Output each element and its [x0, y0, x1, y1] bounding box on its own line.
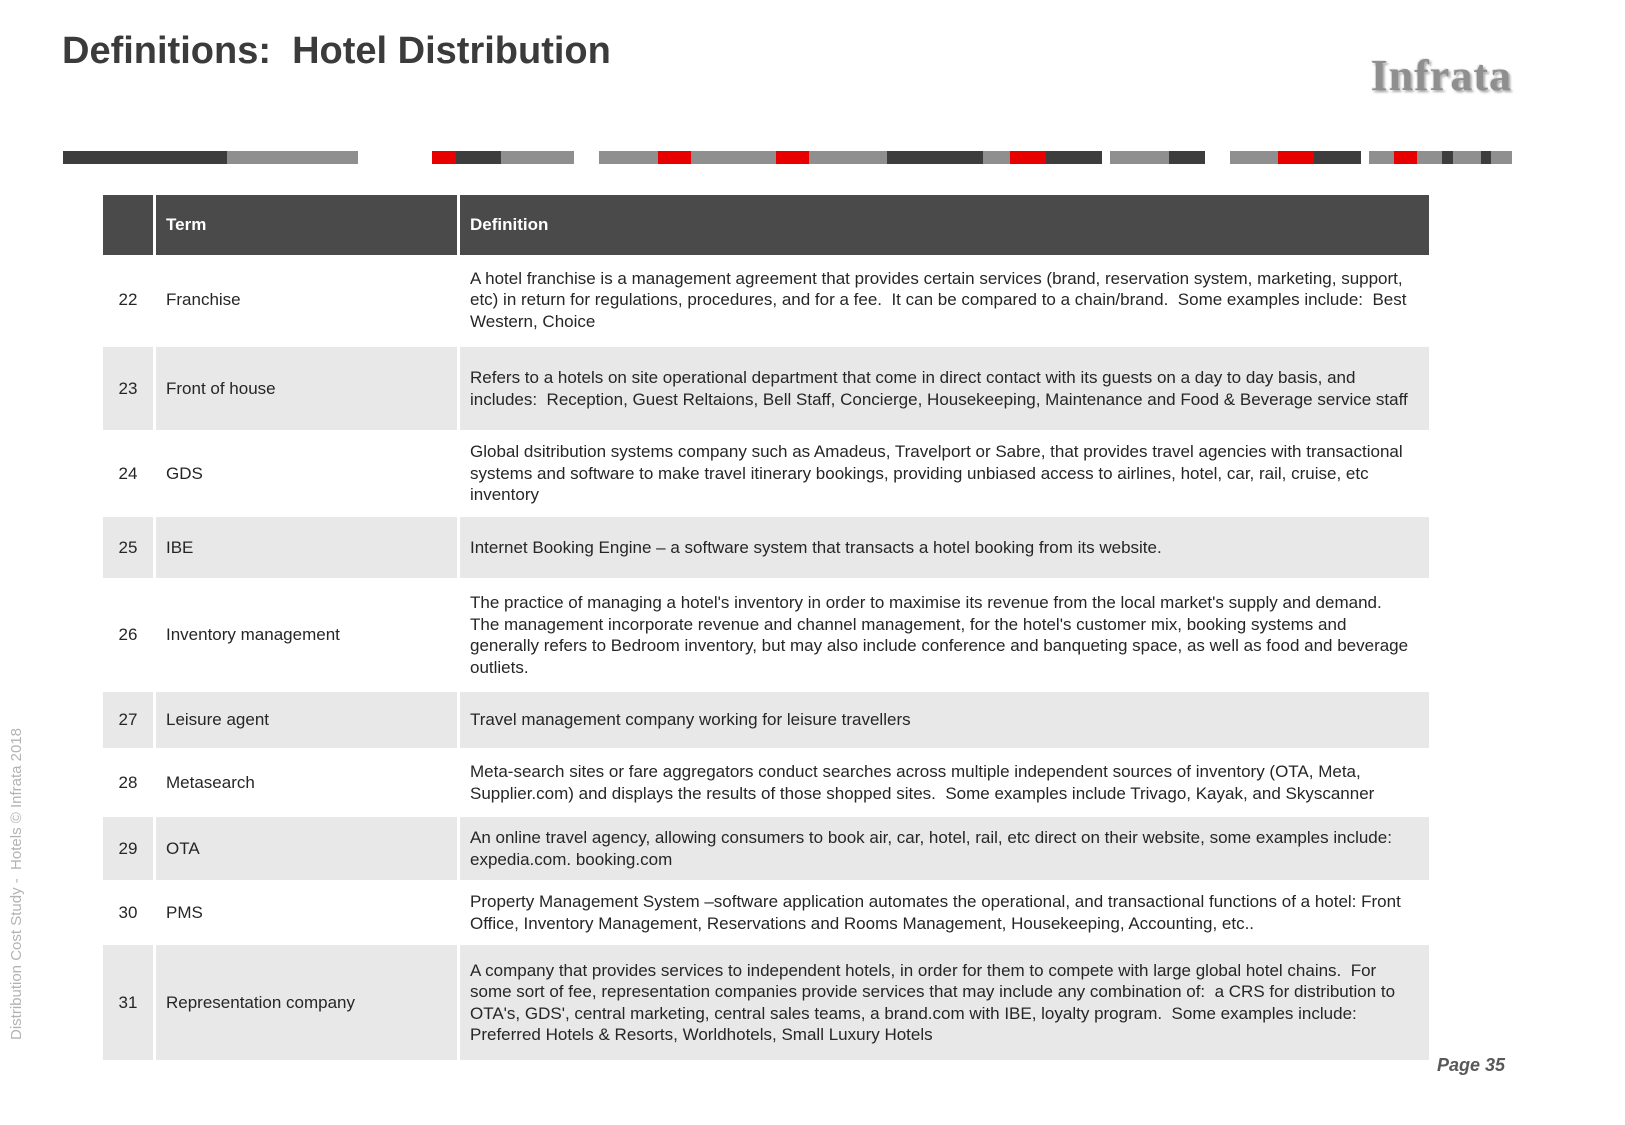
row-number-cell: 22 — [103, 255, 156, 345]
term-cell: GDS — [156, 432, 460, 515]
table-row — [103, 515, 1429, 578]
row-number-cell: 26 — [103, 580, 156, 690]
infrata-logo: Infrata — [1370, 51, 1512, 100]
stripe-segment — [691, 151, 776, 164]
stripe-segment — [456, 151, 500, 164]
stripe-segment — [1491, 151, 1512, 164]
header-term-cell: Term — [156, 195, 460, 255]
term-cell: PMS — [156, 882, 460, 943]
stripe-segment — [1046, 151, 1102, 164]
stripe-segment — [776, 151, 809, 164]
term-cell: Inventory management — [156, 580, 460, 690]
row-number-cell: 30 — [103, 882, 156, 943]
stripe-segment — [1230, 151, 1278, 164]
row-number-cell: 27 — [103, 692, 156, 748]
sidebar-copyright-note: Distribution Cost Study - Hotels © Infrata 2018 — [8, 727, 25, 1040]
stripe-segment — [1453, 151, 1481, 164]
definition-cell: Travel management company working for leisure travellers — [470, 710, 911, 730]
stripe-segment — [358, 151, 432, 164]
row-number-cell: 24 — [103, 432, 156, 515]
stripe-segment — [1010, 151, 1046, 164]
definitions-table — [103, 195, 1429, 1060]
table-row — [103, 748, 1429, 815]
term-cell: Representation company — [156, 945, 460, 1060]
definition-cell: Refers to a hotels on site operational department that come in direct contact with its guests on a day to day basis, and includes: Reception, Guest Reltaions, Bell Staff, Concierge, Housekeeping, Maintenance and Food & Beverage service staff — [470, 368, 1408, 409]
term-cell: IBE — [156, 517, 460, 578]
stripe-segment — [1369, 151, 1394, 164]
stripe-segment — [1205, 151, 1230, 164]
stripe-segment — [887, 151, 982, 164]
row-number-cell: 23 — [103, 347, 156, 430]
stripe-segment — [809, 151, 888, 164]
row-number-cell: 31 — [103, 945, 156, 1060]
definition-cell: Property Management System –software application automates the operational, and transactional functions of a hotel: Front Office, Inventory Management, Reservations and Rooms Management, Housekeeping, Accounting, etc.. — [470, 892, 1406, 933]
stripe-segment — [63, 151, 227, 164]
table-row — [103, 345, 1429, 430]
row-number-cell: 28 — [103, 750, 156, 815]
definition-cell: The practice of managing a hotel's inventory in order to maximise its revenue from the local market's supply and demand. The management incorporate revenue and channel management, for the hotel's customer mix, booking systems and generally refers to Bedroom inventory, but may also include conference and banqueting space, as well as food and beverage outliets. — [470, 593, 1413, 677]
header-definition-cell: Definition — [470, 215, 549, 235]
row-number-cell: 25 — [103, 517, 156, 578]
term-cell: Leisure agent — [156, 692, 460, 748]
definition-cell: Internet Booking Engine – a software system that transacts a hotel booking from its website. — [470, 537, 1162, 557]
table-row — [103, 690, 1429, 748]
stripe-segment — [658, 151, 691, 164]
stripe-segment — [1417, 151, 1442, 164]
term-cell: Front of house — [156, 347, 460, 430]
term-cell: Franchise — [156, 255, 460, 345]
row-number-cell: 29 — [103, 817, 156, 880]
stripe-segment — [1110, 151, 1169, 164]
table-row — [103, 815, 1429, 880]
stripe-segment — [1481, 151, 1491, 164]
table-row — [103, 255, 1429, 345]
stripe-segment — [227, 151, 358, 164]
stripe-segment — [599, 151, 658, 164]
stripe-segment — [501, 151, 575, 164]
stripe-segment — [432, 151, 457, 164]
definition-cell: A hotel franchise is a management agreement that provides certain services (brand, reservation system, marketing, support, etc) in return for regulations, procedures, and for a fee. It can be compared to a chain/brand. Some examples include: Best Western, Choice — [470, 268, 1412, 331]
stripe-segment — [1361, 151, 1369, 164]
stripe-segment — [1314, 151, 1362, 164]
definition-cell: Meta-search sites or fare aggregators conduct searches across multiple independent sources of inventory (OTA, Meta, Supplier.com) and displays the results of those shopped sites. Some examples include Trivago, Kayak, and Skyscanner — [470, 762, 1375, 803]
definition-cell: An online travel agency, allowing consumers to book air, car, hotel, rail, etc direct on their website, some examples include: expedia.com. booking.com — [470, 828, 1402, 869]
term-cell: OTA — [156, 817, 460, 880]
table-row — [103, 430, 1429, 515]
stripe-segment — [983, 151, 1011, 164]
term-cell: Metasearch — [156, 750, 460, 815]
stripe-segment — [1278, 151, 1314, 164]
stripe-segment — [574, 151, 599, 164]
table-header-row — [103, 195, 1429, 255]
header-number-cell — [103, 195, 156, 255]
page-number: Page 35 — [1436, 1055, 1505, 1075]
table-body — [103, 255, 1429, 1060]
stripe-segment — [1394, 151, 1417, 164]
table-row — [103, 578, 1429, 690]
stripe-segment — [1169, 151, 1205, 164]
table-row — [103, 943, 1429, 1060]
stripe-segment — [1102, 151, 1110, 164]
decorative-stripe — [63, 151, 1512, 164]
definition-cell: Global dsitribution systems company such as Amadeus, Travelport or Sabre, that provides travel agencies with transactional systems and software to make travel itinerary bookings, providing unbiased access to airlines, hotel, car, rail, cruise, etc inventory — [470, 442, 1408, 505]
table-row — [103, 880, 1429, 943]
page-title: Definitions: Hotel Distribution — [62, 30, 611, 72]
stripe-segment — [1442, 151, 1453, 164]
definition-cell: A company that provides services to independent hotels, in order for them to compete with large global hotel chains. For some sort of fee, representation companies provide services that may include any combination of: a CRS for distribution to OTA's, GDS', central marketing, central sales teams, a brand.com with IBE, loyalty program. Some examples include: Preferred Hotels & Resorts, Worldhotels, Small Luxury Hotels — [470, 960, 1400, 1044]
